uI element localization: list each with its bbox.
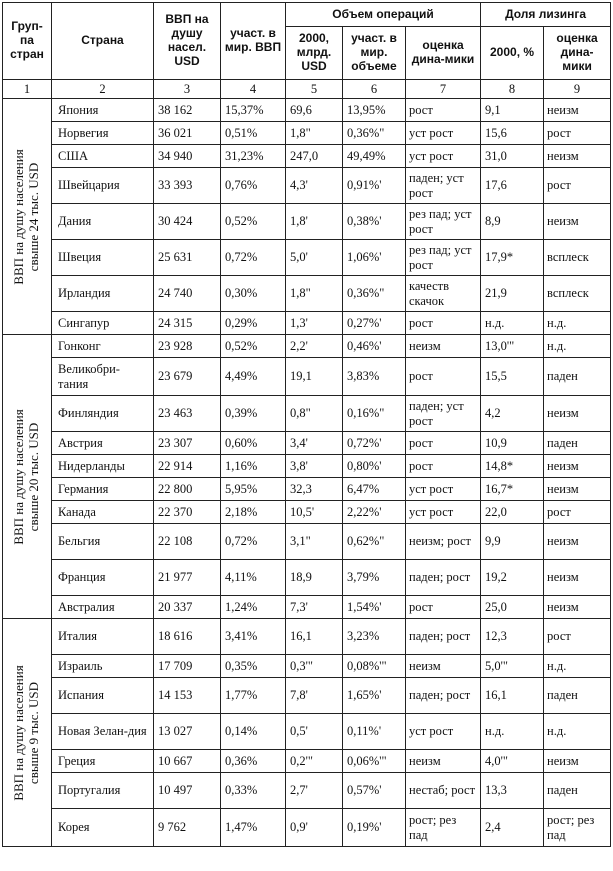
cell-gdp-per-capita: 22 800 (154, 478, 221, 501)
group-label-text: ВВП на душу населения свыше 9 тыс. USD (11, 664, 41, 801)
table-row (3, 276, 611, 312)
cell-gdp-per-capita: 33 393 (154, 168, 221, 204)
table-row (3, 619, 611, 655)
cell-country: Япония (52, 99, 154, 122)
country-group-label (3, 335, 52, 619)
cell-world-gdp-share: 0,76% (221, 168, 286, 204)
cell-gdp-per-capita: 9 762 (154, 809, 221, 847)
cell-world-gdp-share: 1,77% (221, 678, 286, 714)
table-row (3, 335, 611, 358)
cell-volume-2000: 18,9 (286, 560, 343, 596)
cell-leasing-2000: 9,1 (481, 99, 544, 122)
cell-volume-2000: 1,8' (286, 204, 343, 240)
cell-volume-2000: 1,8" (286, 276, 343, 312)
header-operations-volume: Объем операций (286, 3, 481, 27)
cell-gdp-per-capita: 23 307 (154, 432, 221, 455)
table-row (3, 168, 611, 204)
cell-gdp-per-capita: 24 740 (154, 276, 221, 312)
cell-leasing-2000: н.д. (481, 714, 544, 750)
cell-gdp-per-capita: 34 940 (154, 145, 221, 168)
cell-volume-share: 6,47% (343, 478, 406, 501)
cell-volume-dynamics: рез пад; уст рост (406, 240, 481, 276)
cell-volume-2000: 19,1 (286, 358, 343, 396)
cell-volume-share: 0,72%' (343, 432, 406, 455)
cell-gdp-per-capita: 10 667 (154, 750, 221, 773)
cell-leasing-2000: 15,6 (481, 122, 544, 145)
cell-volume-dynamics: паден; уст рост (406, 168, 481, 204)
cell-world-gdp-share: 0,60% (221, 432, 286, 455)
cell-gdp-per-capita: 18 616 (154, 619, 221, 655)
cell-leasing-2000: 17,9* (481, 240, 544, 276)
cell-volume-share: 0,36%" (343, 276, 406, 312)
table-row (3, 99, 611, 122)
header-country: Страна (52, 3, 154, 80)
cell-country: Испания (52, 678, 154, 714)
cell-volume-dynamics: уст рост (406, 501, 481, 524)
cell-world-gdp-share: 0,35% (221, 655, 286, 678)
cell-country: Швейцария (52, 168, 154, 204)
cell-volume-dynamics: уст рост (406, 714, 481, 750)
cell-leasing-dynamics: н.д. (544, 335, 611, 358)
cell-volume-2000: 247,0 (286, 145, 343, 168)
cell-volume-share: 3,23% (343, 619, 406, 655)
cell-country: Норвегия (52, 122, 154, 145)
cell-world-gdp-share: 0,29% (221, 312, 286, 335)
cell-country: Канада (52, 501, 154, 524)
cell-volume-dynamics: паден; рост (406, 678, 481, 714)
cell-world-gdp-share: 1,16% (221, 455, 286, 478)
cell-leasing-2000: 13,3 (481, 773, 544, 809)
cell-volume-2000: 3,8' (286, 455, 343, 478)
cell-volume-dynamics: паден; рост (406, 560, 481, 596)
cell-leasing-2000: 17,6 (481, 168, 544, 204)
cell-volume-2000: 4,3' (286, 168, 343, 204)
cell-volume-share: 0,27%' (343, 312, 406, 335)
cell-volume-share: 2,22%' (343, 501, 406, 524)
cell-world-gdp-share: 0,72% (221, 240, 286, 276)
cell-leasing-dynamics: всплеск (544, 240, 611, 276)
header-leasing-share: Доля лизинга (481, 3, 611, 27)
cell-world-gdp-share: 4,49% (221, 358, 286, 396)
cell-country: Греция (52, 750, 154, 773)
cell-leasing-2000: 2,4 (481, 809, 544, 847)
table-row (3, 714, 611, 750)
cell-country: Финляндия (52, 396, 154, 432)
cell-leasing-2000: 8,9 (481, 204, 544, 240)
cell-leasing-2000: 14,8* (481, 455, 544, 478)
cell-gdp-per-capita: 36 021 (154, 122, 221, 145)
cell-country: Нидерланды (52, 455, 154, 478)
cell-leasing-dynamics: неизм (544, 455, 611, 478)
cell-leasing-dynamics: неизм (544, 596, 611, 619)
table-row (3, 524, 611, 560)
cell-country: Новая Зелан-дия (52, 714, 154, 750)
cell-volume-2000: 0,3'" (286, 655, 343, 678)
cell-volume-share: 1,06%' (343, 240, 406, 276)
leasing-table (2, 2, 611, 847)
cell-volume-dynamics: рост (406, 358, 481, 396)
cell-volume-2000: 0,5' (286, 714, 343, 750)
group-label-text: ВВП на душу населения свыше 20 тыс. USD (11, 408, 41, 545)
cell-country: Франция (52, 560, 154, 596)
cell-volume-dynamics: рост (406, 432, 481, 455)
cell-volume-share: 0,91%' (343, 168, 406, 204)
header-volume-2000: 2000, млрд. USD (286, 27, 343, 80)
cell-country: Бельгия (52, 524, 154, 560)
cell-volume-2000: 5,0' (286, 240, 343, 276)
header-volume-share: участ. в мир. объеме (343, 27, 406, 80)
table-row (3, 240, 611, 276)
cell-leasing-dynamics: неизм (544, 145, 611, 168)
cell-leasing-dynamics: рост (544, 501, 611, 524)
cell-gdp-per-capita: 22 370 (154, 501, 221, 524)
column-number: 8 (481, 80, 544, 99)
cell-gdp-per-capita: 38 162 (154, 99, 221, 122)
cell-world-gdp-share: 0,33% (221, 773, 286, 809)
cell-leasing-2000: 9,9 (481, 524, 544, 560)
cell-volume-dynamics: неизм (406, 655, 481, 678)
cell-gdp-per-capita: 13 027 (154, 714, 221, 750)
table-row (3, 455, 611, 478)
cell-volume-2000: 7,3' (286, 596, 343, 619)
table-row (3, 478, 611, 501)
cell-gdp-per-capita: 23 928 (154, 335, 221, 358)
header-volume-dynamics: оценка дина-мики (406, 27, 481, 80)
cell-world-gdp-share: 2,18% (221, 501, 286, 524)
cell-volume-2000: 3,1" (286, 524, 343, 560)
cell-leasing-dynamics: рост; рез пад (544, 809, 611, 847)
cell-volume-dynamics: рост; рез пад (406, 809, 481, 847)
cell-volume-dynamics: уст рост (406, 478, 481, 501)
cell-country: Сингапур (52, 312, 154, 335)
cell-world-gdp-share: 1,24% (221, 596, 286, 619)
cell-volume-dynamics: нестаб; рост (406, 773, 481, 809)
cell-gdp-per-capita: 14 153 (154, 678, 221, 714)
group-label-text: ВВП на душу населения свыше 24 тыс. USD (11, 148, 41, 285)
table-row (3, 204, 611, 240)
cell-leasing-dynamics: неизм (544, 99, 611, 122)
table-row (3, 596, 611, 619)
cell-volume-2000: 7,8' (286, 678, 343, 714)
table-row (3, 560, 611, 596)
cell-volume-dynamics: уст рост (406, 122, 481, 145)
cell-leasing-dynamics: н.д. (544, 714, 611, 750)
cell-volume-share: 0,19%' (343, 809, 406, 847)
cell-world-gdp-share: 0,14% (221, 714, 286, 750)
cell-leasing-dynamics: рост (544, 168, 611, 204)
cell-world-gdp-share: 0,36% (221, 750, 286, 773)
country-group-label (3, 619, 52, 847)
cell-volume-2000: 32,3 (286, 478, 343, 501)
cell-gdp-per-capita: 17 709 (154, 655, 221, 678)
cell-leasing-dynamics: неизм (544, 204, 611, 240)
cell-volume-2000: 0,2'" (286, 750, 343, 773)
cell-volume-2000: 16,1 (286, 619, 343, 655)
cell-world-gdp-share: 0,30% (221, 276, 286, 312)
cell-leasing-2000: 4,2 (481, 396, 544, 432)
cell-gdp-per-capita: 23 463 (154, 396, 221, 432)
cell-leasing-2000: 19,2 (481, 560, 544, 596)
cell-leasing-2000: н.д. (481, 312, 544, 335)
cell-volume-share: 0,08%'" (343, 655, 406, 678)
column-number: 9 (544, 80, 611, 99)
column-number: 2 (52, 80, 154, 99)
cell-leasing-dynamics: неизм (544, 524, 611, 560)
cell-country: Португалия (52, 773, 154, 809)
column-number: 5 (286, 80, 343, 99)
table-row (3, 358, 611, 396)
cell-leasing-2000: 15,5 (481, 358, 544, 396)
cell-leasing-2000: 10,9 (481, 432, 544, 455)
header-group: Груп-па стран (3, 3, 52, 80)
cell-leasing-dynamics: н.д. (544, 312, 611, 335)
cell-leasing-dynamics: всплеск (544, 276, 611, 312)
cell-volume-dynamics: рост (406, 455, 481, 478)
header-leasing-2000: 2000, % (481, 27, 544, 80)
cell-country: Австралия (52, 596, 154, 619)
cell-volume-share: 0,16%" (343, 396, 406, 432)
cell-leasing-2000: 4,0'" (481, 750, 544, 773)
cell-country: Швеция (52, 240, 154, 276)
cell-world-gdp-share: 31,23% (221, 145, 286, 168)
cell-leasing-dynamics: рост (544, 619, 611, 655)
cell-volume-2000: 1,8" (286, 122, 343, 145)
cell-leasing-dynamics: паден (544, 432, 611, 455)
column-number: 1 (3, 80, 52, 99)
cell-volume-2000: 10,5' (286, 501, 343, 524)
cell-world-gdp-share: 1,47% (221, 809, 286, 847)
table-row (3, 122, 611, 145)
cell-gdp-per-capita: 10 497 (154, 773, 221, 809)
cell-leasing-dynamics: паден (544, 358, 611, 396)
cell-volume-dynamics: неизм (406, 335, 481, 358)
cell-volume-share: 1,65%' (343, 678, 406, 714)
cell-world-gdp-share: 15,37% (221, 99, 286, 122)
cell-volume-2000: 0,8" (286, 396, 343, 432)
cell-country: Дания (52, 204, 154, 240)
cell-leasing-2000: 13,0'" (481, 335, 544, 358)
header-gdp-per-capita: ВВП на душу насел. USD (154, 3, 221, 80)
cell-leasing-dynamics: рост (544, 122, 611, 145)
cell-leasing-dynamics: н.д. (544, 655, 611, 678)
country-group-label (3, 99, 52, 335)
table-row (3, 312, 611, 335)
cell-leasing-2000: 12,3 (481, 619, 544, 655)
cell-leasing-dynamics: неизм (544, 750, 611, 773)
cell-country: Ирландия (52, 276, 154, 312)
table-row (3, 655, 611, 678)
cell-world-gdp-share: 5,95% (221, 478, 286, 501)
cell-country: Великобри-тания (52, 358, 154, 396)
cell-leasing-2000: 5,0'" (481, 655, 544, 678)
cell-leasing-2000: 16,1 (481, 678, 544, 714)
cell-volume-2000: 1,3' (286, 312, 343, 335)
cell-leasing-2000: 21,9 (481, 276, 544, 312)
cell-volume-dynamics: паден; рост (406, 619, 481, 655)
cell-gdp-per-capita: 24 315 (154, 312, 221, 335)
table-row (3, 750, 611, 773)
cell-leasing-dynamics: неизм (544, 478, 611, 501)
column-number: 4 (221, 80, 286, 99)
cell-country: США (52, 145, 154, 168)
cell-leasing-dynamics: паден (544, 773, 611, 809)
table-row (3, 501, 611, 524)
cell-volume-share: 0,57%' (343, 773, 406, 809)
cell-volume-share: 0,06%'" (343, 750, 406, 773)
cell-country: Гонконг (52, 335, 154, 358)
cell-volume-dynamics: неизм; рост (406, 524, 481, 560)
cell-leasing-dynamics: паден (544, 678, 611, 714)
cell-volume-share: 3,83% (343, 358, 406, 396)
cell-world-gdp-share: 0,72% (221, 524, 286, 560)
cell-volume-share: 0,38%' (343, 204, 406, 240)
column-numbers-row (3, 80, 611, 99)
cell-gdp-per-capita: 23 679 (154, 358, 221, 396)
cell-country: Корея (52, 809, 154, 847)
cell-volume-dynamics: уст рост (406, 145, 481, 168)
cell-volume-2000: 2,7' (286, 773, 343, 809)
cell-leasing-2000: 22,0 (481, 501, 544, 524)
cell-gdp-per-capita: 22 914 (154, 455, 221, 478)
cell-country: Италия (52, 619, 154, 655)
header-world-gdp-share: участ. в мир. ВВП (221, 3, 286, 80)
cell-country: Австрия (52, 432, 154, 455)
cell-volume-dynamics: рост (406, 596, 481, 619)
cell-gdp-per-capita: 20 337 (154, 596, 221, 619)
table-row (3, 396, 611, 432)
cell-world-gdp-share: 3,41% (221, 619, 286, 655)
cell-volume-share: 0,11%' (343, 714, 406, 750)
cell-volume-share: 3,79% (343, 560, 406, 596)
cell-world-gdp-share: 0,51% (221, 122, 286, 145)
cell-volume-dynamics: рост (406, 312, 481, 335)
header-leasing-dynamics: оценка дина-мики (544, 27, 611, 80)
cell-volume-dynamics: рост (406, 99, 481, 122)
column-number: 3 (154, 80, 221, 99)
cell-volume-share: 1,54%' (343, 596, 406, 619)
table-row (3, 145, 611, 168)
cell-world-gdp-share: 0,52% (221, 204, 286, 240)
table-row (3, 432, 611, 455)
cell-world-gdp-share: 0,52% (221, 335, 286, 358)
cell-leasing-2000: 25,0 (481, 596, 544, 619)
column-number: 6 (343, 80, 406, 99)
cell-volume-share: 49,49% (343, 145, 406, 168)
cell-volume-dynamics: неизм (406, 750, 481, 773)
cell-volume-dynamics: качеств скачок (406, 276, 481, 312)
cell-volume-dynamics: паден; уст рост (406, 396, 481, 432)
cell-volume-share: 0,62%" (343, 524, 406, 560)
cell-gdp-per-capita: 25 631 (154, 240, 221, 276)
column-number: 7 (406, 80, 481, 99)
cell-leasing-2000: 31,0 (481, 145, 544, 168)
cell-country: Германия (52, 478, 154, 501)
cell-gdp-per-capita: 30 424 (154, 204, 221, 240)
cell-leasing-dynamics: неизм (544, 396, 611, 432)
cell-world-gdp-share: 0,39% (221, 396, 286, 432)
cell-country: Израиль (52, 655, 154, 678)
cell-volume-2000: 2,2' (286, 335, 343, 358)
cell-volume-2000: 3,4' (286, 432, 343, 455)
cell-volume-share: 0,46%' (343, 335, 406, 358)
cell-gdp-per-capita: 21 977 (154, 560, 221, 596)
cell-volume-dynamics: рез пад; уст рост (406, 204, 481, 240)
cell-leasing-2000: 16,7* (481, 478, 544, 501)
cell-volume-share: 0,80%' (343, 455, 406, 478)
cell-gdp-per-capita: 22 108 (154, 524, 221, 560)
cell-volume-2000: 0,9' (286, 809, 343, 847)
table-row (3, 809, 611, 847)
cell-leasing-dynamics: неизм (544, 560, 611, 596)
table-row (3, 678, 611, 714)
table-row (3, 773, 611, 809)
cell-volume-2000: 69,6 (286, 99, 343, 122)
cell-volume-share: 0,36%" (343, 122, 406, 145)
cell-world-gdp-share: 4,11% (221, 560, 286, 596)
cell-volume-share: 13,95% (343, 99, 406, 122)
